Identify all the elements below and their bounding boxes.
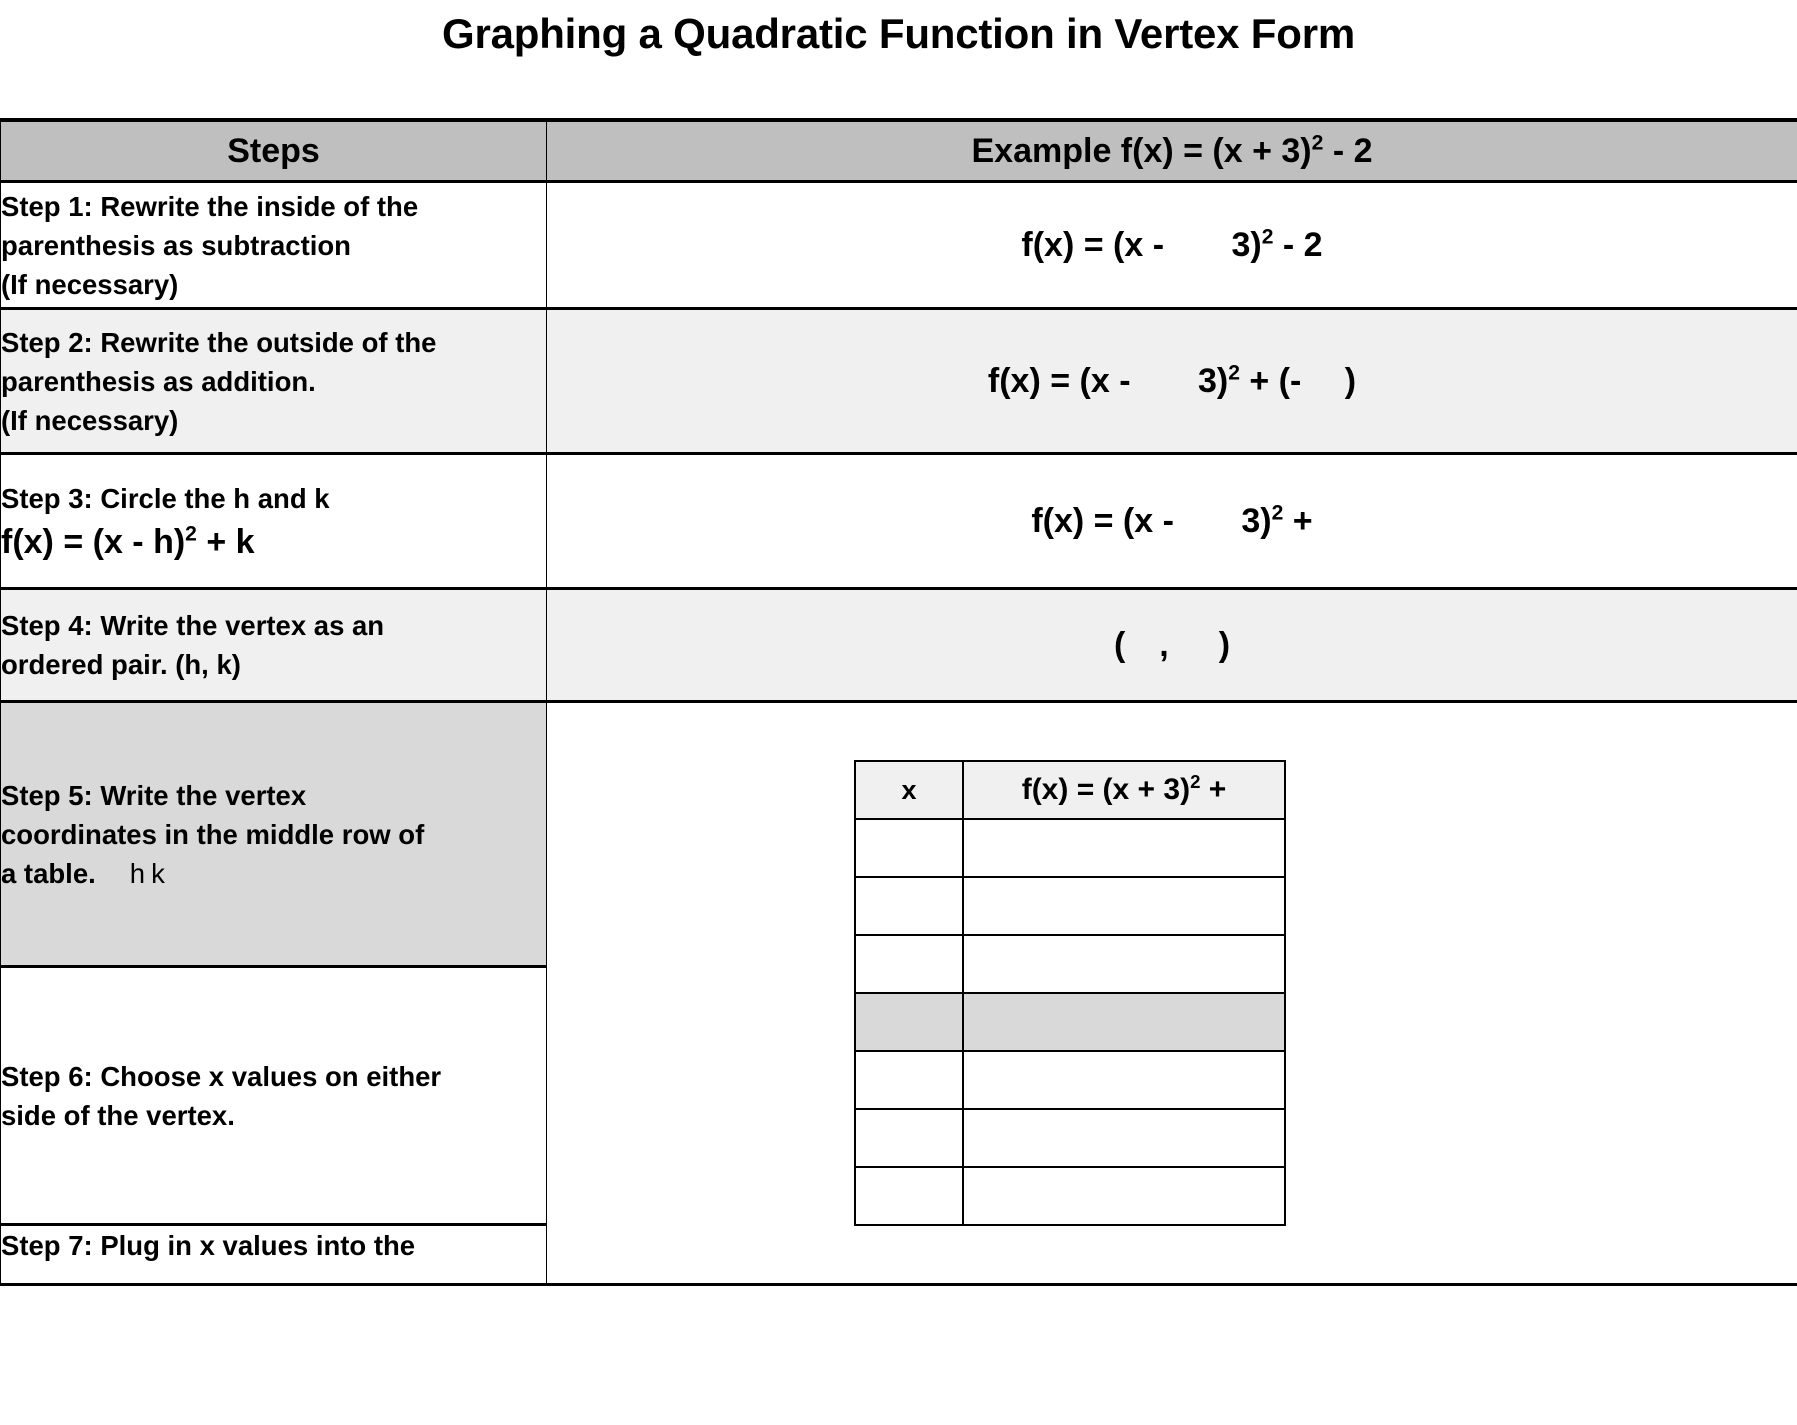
step-1-example: [547, 182, 1797, 309]
value-cell-x[interactable]: [855, 877, 963, 935]
step-3-vertex-form-formula: [1, 520, 546, 564]
step-1-line-2: parenthesis as subtraction: [1, 229, 351, 261]
value-cell-x[interactable]: [855, 819, 963, 877]
table-row-step-1: [1, 182, 1797, 309]
table-row-step-4: [1, 589, 1797, 702]
step-4-ordered-pair-close: ): [1218, 625, 1231, 664]
step-1-example-part-b: 3): [1231, 225, 1262, 264]
column-header-steps-label: Steps: [227, 131, 320, 170]
column-header-example-exponent: 2: [1311, 131, 1324, 155]
step-7-description: [1, 1225, 547, 1285]
value-table-row[interactable]: [855, 877, 1285, 935]
step-2-description: [1, 309, 547, 454]
step-1-example-part-a: f(x) = (x -: [1021, 225, 1174, 264]
step-2-example-part-b: 3): [1197, 361, 1229, 400]
table-row-step-2: [1, 309, 1797, 454]
step-2-example-part-a: f(x) = (x -: [987, 361, 1140, 400]
step-4-description: [1, 589, 547, 702]
step-2-example: [547, 309, 1797, 454]
step-5-line-3-text: a table.: [1, 857, 96, 889]
page-title: Graphing a Quadratic Function in Vertex Form: [441, 10, 1355, 57]
value-table-header-x: [855, 761, 963, 819]
step-6-line-1: Step 6: Choose x values on either: [1, 1060, 442, 1092]
x-fx-value-table: [854, 760, 1286, 1226]
step-3-formula-part-a: f(x) = (x - h): [1, 522, 186, 561]
value-table-header-row: [855, 761, 1285, 819]
step-6-description: [1, 967, 547, 1225]
value-cell-x-vertex[interactable]: [855, 993, 963, 1051]
step-3-line-1: Step 3: Circle the h and k: [1, 482, 330, 514]
table-row-step-3: [1, 454, 1797, 589]
value-table-row-vertex[interactable]: [855, 993, 1285, 1051]
step-1-example-part-c: - 2: [1273, 225, 1323, 264]
value-cell-x[interactable]: [855, 935, 963, 993]
value-table-row[interactable]: [855, 1167, 1285, 1225]
value-cell-fx[interactable]: [963, 1051, 1285, 1109]
step-2-example-part-c: + (-: [1239, 361, 1311, 400]
step-2-line-1: Step 2: Rewrite the outside of the: [1, 326, 437, 358]
step-3-formula-exponent: 2: [185, 522, 197, 546]
step-6-line-2: side of the vertex.: [1, 1099, 235, 1131]
step-7-line-1: Step 7: Plug in x values into the: [1, 1230, 416, 1262]
value-cell-fx[interactable]: [963, 1109, 1285, 1167]
value-table-row[interactable]: [855, 935, 1285, 993]
value-table-row[interactable]: [855, 1109, 1285, 1167]
value-table-container: [547, 702, 1797, 1285]
step-2-line-2: parenthesis as addition.: [1, 365, 316, 397]
step-3-example: [547, 454, 1797, 589]
column-header-example: [547, 120, 1797, 182]
value-table-header-fx-exponent: 2: [1190, 771, 1201, 793]
title-spacer: [0, 58, 1797, 118]
column-header-example-suffix: - 2: [1323, 131, 1373, 170]
table-header-row: [1, 120, 1797, 182]
step-2-line-3: (If necessary): [1, 404, 179, 436]
step-5-line-3: [1, 854, 546, 893]
value-cell-fx-vertex[interactable]: [963, 993, 1285, 1051]
value-table-header-fx-prefix: f(x) = (x + 3): [1021, 773, 1191, 807]
step-5-description: [1, 702, 547, 967]
value-cell-x[interactable]: [855, 1109, 963, 1167]
step-5-line-1: Step 5: Write the vertex: [1, 779, 307, 811]
value-cell-fx[interactable]: [963, 819, 1285, 877]
value-cell-fx[interactable]: [963, 935, 1285, 993]
value-cell-x[interactable]: [855, 1167, 963, 1225]
step-4-example: [547, 589, 1797, 702]
step-1-line-3: (If necessary): [1, 268, 179, 300]
step-3-example-part-c: +: [1283, 501, 1313, 540]
table-row-step-5: [1, 702, 1797, 967]
step-3-example-exponent: 2: [1271, 501, 1284, 525]
column-header-example-prefix: Example f(x) = (x + 3): [971, 131, 1312, 170]
step-2-example-part-d: ): [1344, 361, 1357, 400]
step-4-ordered-pair-open: (: [1113, 625, 1126, 664]
step-3-example-part-a: f(x) = (x -: [1031, 501, 1184, 540]
value-cell-fx[interactable]: [963, 877, 1285, 935]
step-4-line-2: ordered pair. (h, k): [1, 649, 241, 681]
step-4-ordered-pair-comma: ,: [1159, 625, 1169, 664]
column-header-steps: [1, 120, 547, 182]
value-table-header-x-label: x: [901, 774, 917, 805]
step-4-line-1: Step 4: Write the vertex as an: [1, 610, 385, 642]
step-3-description: [1, 454, 547, 589]
step-1-line-1: Step 1: Rewrite the inside of the: [1, 190, 419, 222]
step-3-formula-part-b: + k: [196, 522, 255, 561]
value-cell-x[interactable]: [855, 1051, 963, 1109]
step-5-k-label: k: [151, 857, 171, 889]
value-table-row[interactable]: [855, 819, 1285, 877]
step-5-h-label: h: [129, 857, 152, 889]
step-1-description: [1, 182, 547, 309]
value-cell-fx[interactable]: [963, 1167, 1285, 1225]
value-table-header-fx-suffix: +: [1200, 773, 1227, 807]
value-table-header-fx: [963, 761, 1285, 819]
steps-example-table: [0, 118, 1797, 1286]
step-1-example-exponent: 2: [1261, 225, 1274, 249]
value-table-row[interactable]: [855, 1051, 1285, 1109]
step-2-example-exponent: 2: [1228, 361, 1240, 385]
step-5-line-2: coordinates in the middle row of: [1, 818, 425, 850]
step-3-example-part-b: 3): [1241, 501, 1272, 540]
